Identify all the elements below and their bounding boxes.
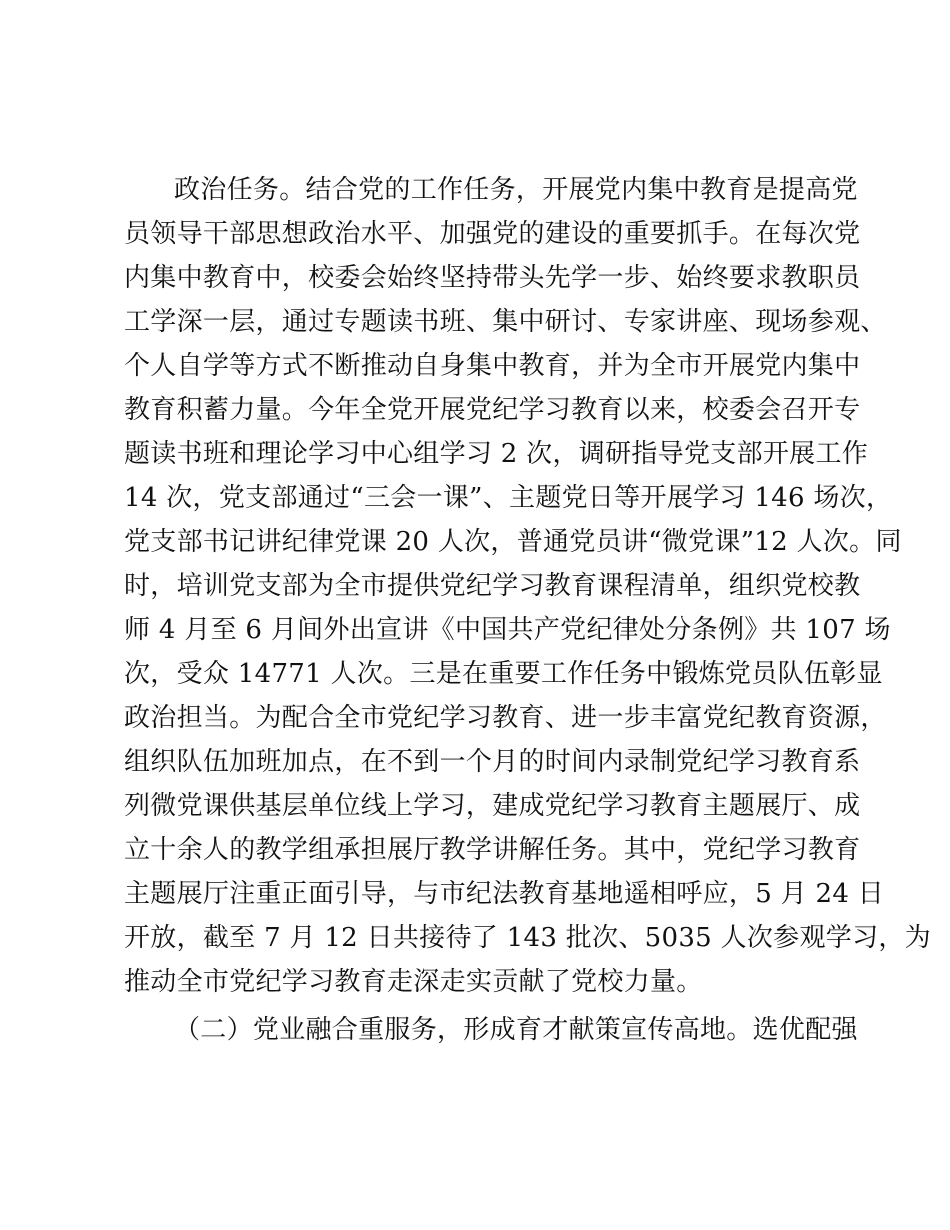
section-heading-line: （二）党业融合重服务，形成育才献策宣传高地。选优配强: [174, 1015, 858, 1045]
paragraph-line: 时，培训党支部为全市提供党纪学习教育课程清单，组织党校教: [124, 571, 861, 601]
paragraph-line: 政治任务。结合党的工作任务，开展党内集中教育是提高党: [174, 175, 858, 205]
paragraph-line: 推动全市党纪学习教育走深走实贡献了党校力量。: [124, 967, 703, 997]
paragraph-line: 党支部书记讲纪律党课 20 人次，普通党员讲“微党课”12 人次。同: [124, 527, 902, 557]
paragraph-line: 开放，截至 7 月 12 日共接待了 143 批次、5035 人次参观学习，为: [124, 923, 931, 953]
paragraph-line: 师 4 月至 6 月间外出宣讲《中国共产党纪律处分条例》共 107 场: [124, 615, 891, 645]
paragraph-line: 次，受众 14771 人次。三是在重要工作任务中锻炼党员队伍彰显: [124, 659, 883, 689]
paragraph-line: 教育积蓄力量。今年全党开展党纪学习教育以来，校委会召开专: [124, 395, 861, 425]
paragraph-line: 员领导干部思想政治水平、加强党的建设的重要抓手。在每次党: [124, 219, 861, 249]
paragraph-line: 工学深一层，通过专题读书班、集中研讨、专家讲座、现场参观、: [124, 307, 887, 337]
paragraph-line: 列微党课供基层单位线上学习，建成党纪学习教育主题展厅、成: [124, 791, 861, 821]
paragraph-line: 个人自学等方式不断推动自身集中教育，并为全市开展党内集中: [124, 351, 861, 381]
paragraph-line: 内集中教育中，校委会始终坚持带头先学一步、始终要求教职员: [124, 263, 861, 293]
paragraph-line: 14 次，党支部通过“三会一课”、主题党日等开展学习 146 场次，: [124, 483, 893, 513]
paragraph-line: 政治担当。为配合全市党纪学习教育、进一步丰富党纪教育资源，: [124, 703, 887, 733]
paragraph-line: 题读书班和理论学习中心组学习 2 次，调研指导党支部开展工作: [124, 439, 869, 469]
paragraph-line: 立十余人的教学组承担展厅教学讲解任务。其中，党纪学习教育: [124, 835, 861, 865]
paragraph-line: 主题展厅注重正面引导，与市纪法教育基地遥相呼应，5 月 24 日: [124, 879, 885, 909]
paragraph-line: 组织队伍加班加点，在不到一个月的时间内录制党纪学习教育系: [124, 747, 861, 777]
